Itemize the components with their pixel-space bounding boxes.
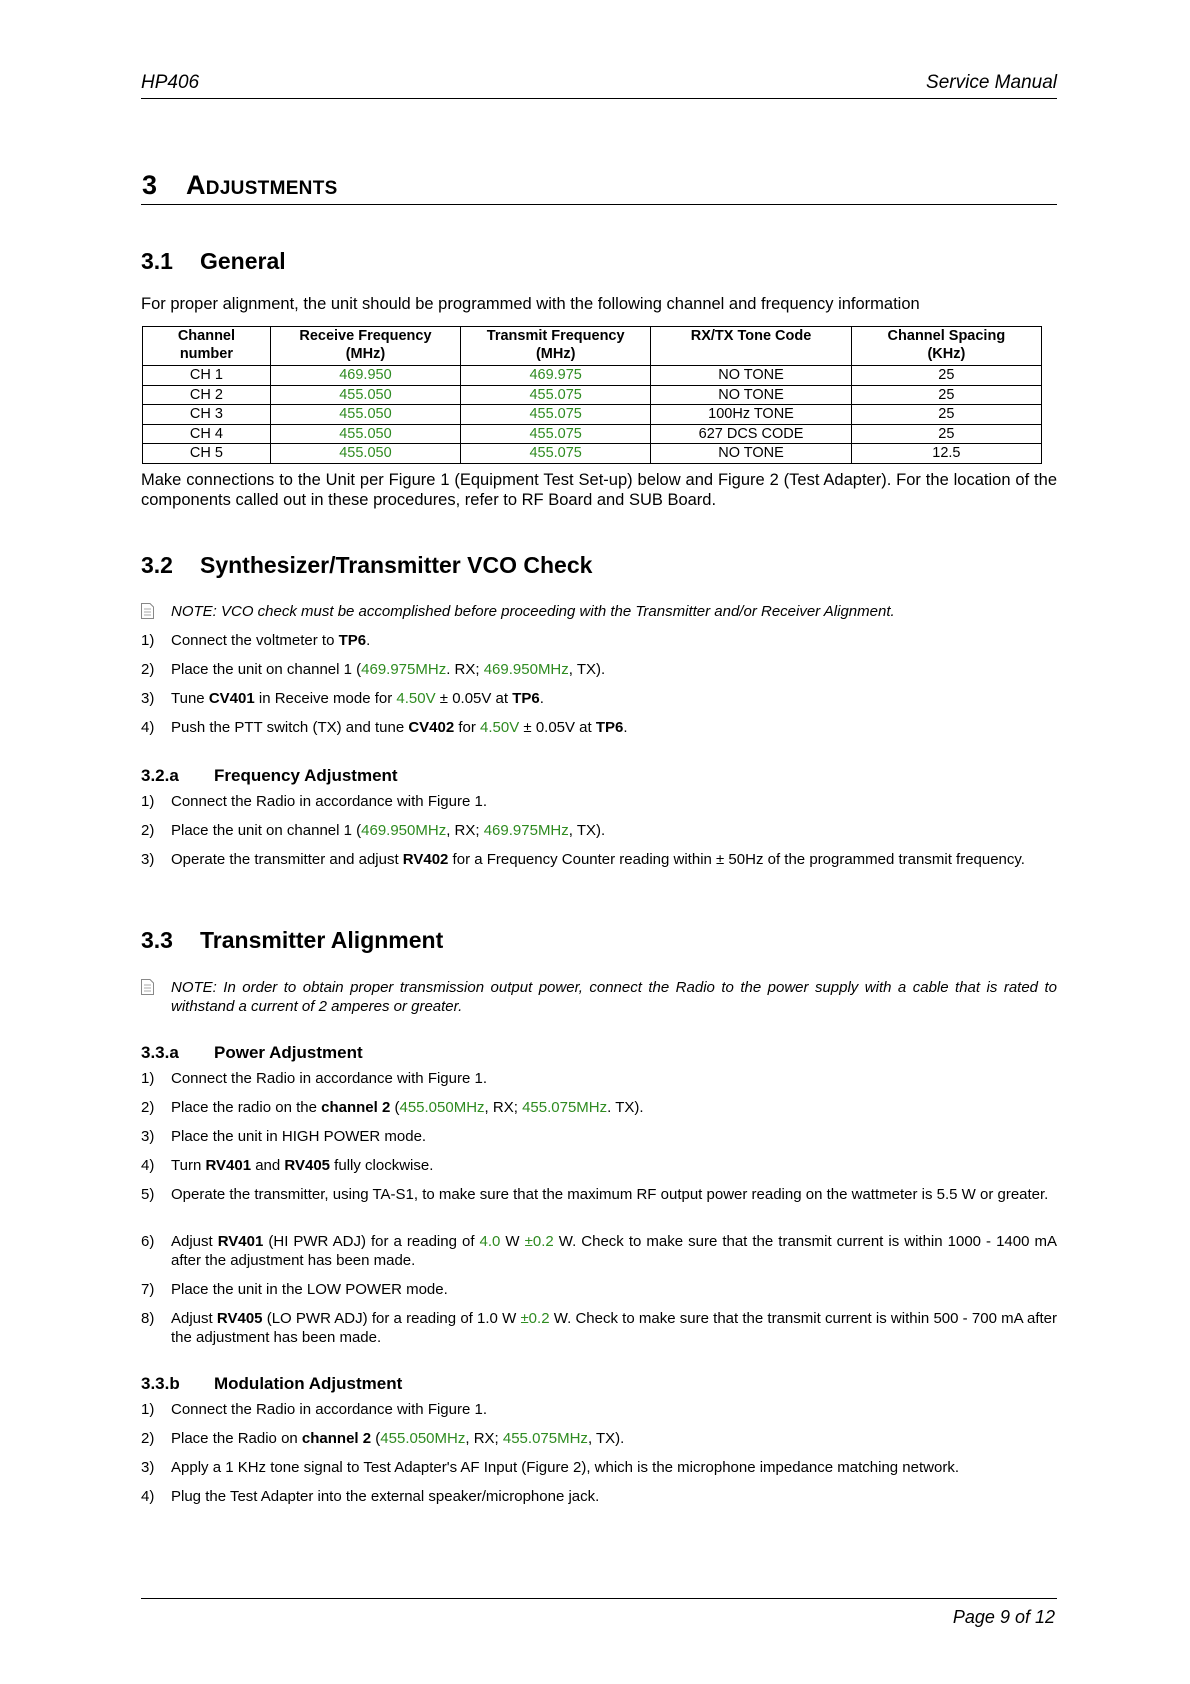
table-row: CH 2 455.050 455.075 NO TONE 25 <box>143 385 1042 405</box>
th-tone: RX/TX Tone Code <box>651 327 851 366</box>
page-number: Page 9 of 12 <box>952 1607 1055 1627</box>
list-item: 8) Adjust RV405 (LO PWR ADJ) for a reading of 1.0 W ±0.2 W. Check to make sure that the transmit current is within 500 - 700 mA after the adjustment has been made. <box>141 1310 1058 1346</box>
th-receive: Receive Frequency (MHz) <box>270 327 460 366</box>
heading-vco-check: 3.2 Synthesizer/Transmitter VCO Check <box>141 552 593 578</box>
connections-paragraph: Make connections to the Unit per Figure 1 (Equipment Test Set-up) below and Figure 2 (Test Adapter). For the location of the components called out in these procedures, refer to RF Board and SUB Board. <box>141 471 1057 509</box>
list-item: 3) Apply a 1 KHz tone signal to Test Adapter's AF Input (Figure 2), which is the microphone impedance matching network. <box>141 1459 959 1476</box>
th-channel: Channel number <box>143 327 271 366</box>
section-number: 3 <box>142 170 158 200</box>
section-heading <box>141 170 1057 205</box>
general-intro: For proper alignment, the unit should be programmed with the following channel and frequency information <box>141 295 920 313</box>
section-title: Adjustments <box>186 170 338 200</box>
list-item: 2) Place the unit on channel 1 (469.975MHz. RX; 469.950MHz, TX). <box>141 661 606 678</box>
list-item: 5) Operate the transmitter, using TA-S1, to make sure that the maximum RF output power reading on the wattmeter is 5.5 W or greater. <box>141 1186 1049 1203</box>
table-row: CH 5 455.050 455.075 NO TONE 12.5 <box>143 444 1042 464</box>
table-row: CH 4 455.050 455.075 627 DCS CODE 25 <box>143 424 1042 444</box>
list-item: 2) Place the Radio on channel 2 (455.050MHz, RX; 455.075MHz, TX). <box>141 1430 625 1447</box>
list-item: 1) Connect the Radio in accordance with Figure 1. <box>141 1401 488 1418</box>
list-item: 4) Plug the Test Adapter into the external speaker/microphone jack. <box>141 1488 600 1505</box>
header-doc-title: Service Manual <box>926 72 1057 93</box>
page-footer <box>141 1598 1057 1629</box>
list-item: 7) Place the unit in the LOW POWER mode. <box>141 1281 448 1298</box>
list-item: 2) Place the unit on channel 1 (469.950MHz, RX; 469.975MHz, TX). <box>141 822 606 839</box>
list-item: 6) Adjust RV401 (HI PWR ADJ) for a reading of 4.0 W ±0.2 W. Check to make sure that the transmit current is within 1000 - 1400 mA after the adjustment has been made. <box>141 1233 1057 1269</box>
note-icon <box>141 603 154 619</box>
note-vco: NOTE: VCO check must be accomplished before proceeding with the Transmitter and/or Receiver Alignment. <box>141 602 1057 621</box>
header-model: HP406 <box>141 72 200 93</box>
table-row: CH 3 455.050 455.075 100Hz TONE 25 <box>143 405 1042 425</box>
heading-modulation-adjustment: 3.3.b Modulation Adjustment <box>141 1374 403 1393</box>
list-item: 3) Place the unit in HIGH POWER mode. <box>141 1128 427 1145</box>
list-item: 1) Connect the Radio in accordance with Figure 1. <box>141 793 488 810</box>
list-item: 4) Turn RV401 and RV405 fully clockwise. <box>141 1157 434 1174</box>
table-header-row <box>143 327 1042 366</box>
heading-power-adjustment: 3.3.a Power Adjustment <box>141 1043 363 1062</box>
channel-frequency-table <box>142 326 1042 464</box>
list-item: 1) Connect the Radio in accordance with Figure 1. <box>141 1070 488 1087</box>
list-item: 2) Place the radio on the channel 2 (455.050MHz, RX; 455.075MHz. TX). <box>141 1099 644 1116</box>
note-icon <box>141 979 154 995</box>
heading-general: 3.1 General <box>141 248 286 274</box>
list-item: 3) Tune CV401 in Receive mode for 4.50V ± 0.05V at TP6. <box>141 690 544 707</box>
list-item: 3) Operate the transmitter and adjust RV402 for a Frequency Counter reading within ± 50Hz of the programmed transmit frequency. <box>141 851 1025 868</box>
th-spacing: Channel Spacing (KHz) <box>851 327 1041 366</box>
list-item: 1) Connect the voltmeter to TP6. <box>141 632 371 649</box>
heading-frequency-adjustment: 3.2.a Frequency Adjustment <box>141 766 398 785</box>
page-header <box>141 70 1057 99</box>
heading-transmitter-alignment: 3.3 Transmitter Alignment <box>141 927 444 953</box>
list-item: 4) Push the PTT switch (TX) and tune CV402 for 4.50V ± 0.05V at TP6. <box>141 719 628 736</box>
table-row: CH 1 469.950 469.975 NO TONE 25 <box>143 366 1042 386</box>
th-transmit: Transmit Frequency (MHz) <box>461 327 651 366</box>
note-power-supply: NOTE: In order to obtain proper transmission output power, connect the Radio to the power supply with a cable that is rated to withstand a current of 2 amperes or greater. <box>141 978 1057 1016</box>
